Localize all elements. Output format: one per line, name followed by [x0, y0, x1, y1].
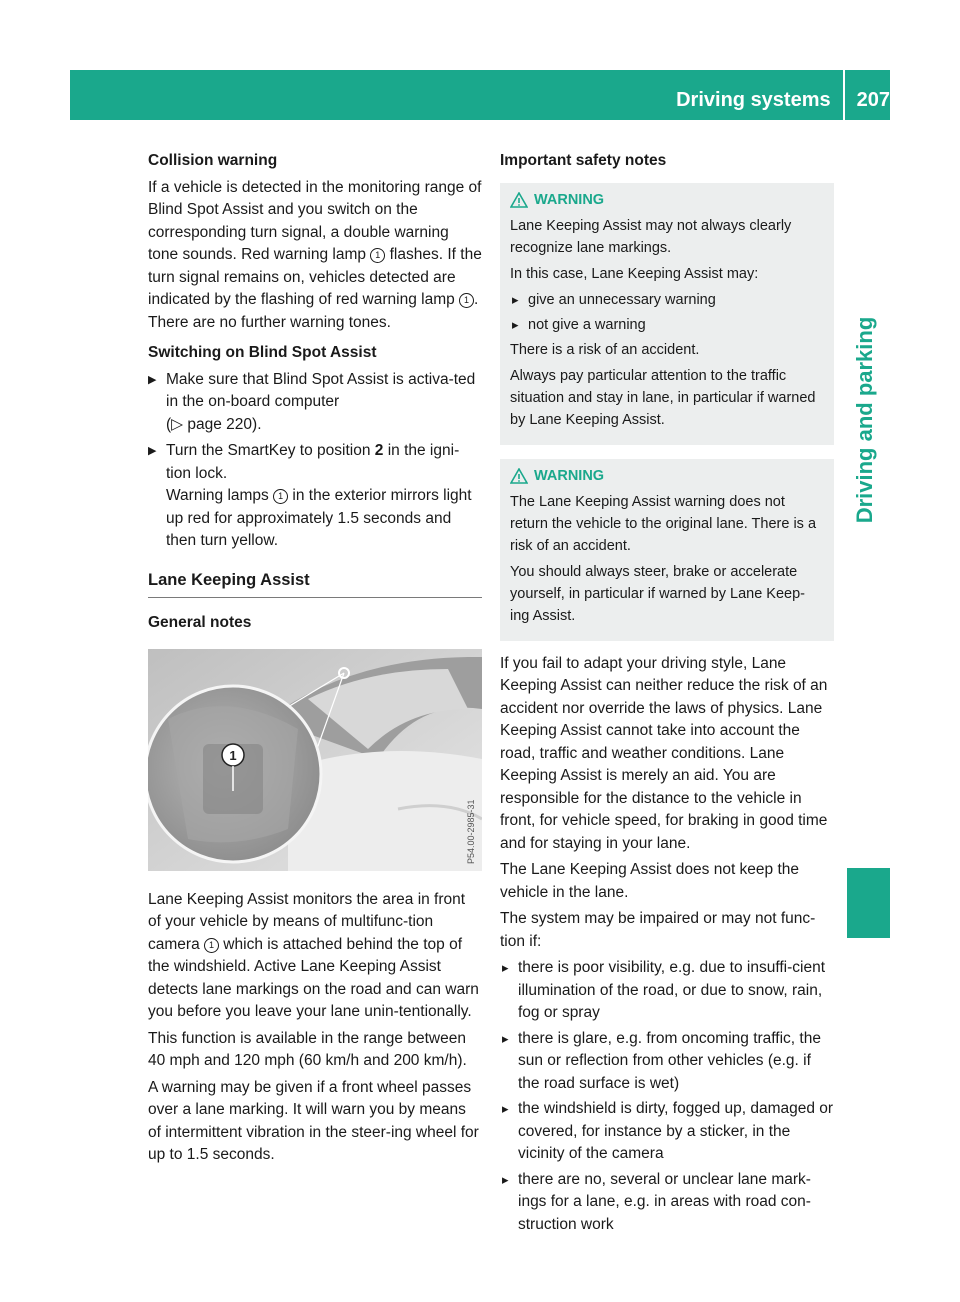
- lka-speed-range: This function is available in the range between 40 mph and 120 mph (60 km/h and 200 km/h).: [148, 1029, 467, 1069]
- text-span: in the exterior mirrors light up red for approximately 1.5 seconds and then turn yellow.: [166, 487, 472, 549]
- condition-item: ▸ there is poor visibility, e.g. due to insuffi-cient illumination of the road, or due to snow, rain, fog or spray: [500, 957, 834, 1025]
- condition-item: ▸ there is glare, e.g. from oncoming traffic, the sun or reflection from other vehicles (e.g. if the road surface is wet): [500, 1028, 834, 1096]
- step-1: [148, 369, 482, 437]
- warning-box-2: [500, 459, 834, 641]
- step-1-text: Make sure that Blind Spot Assist is activa-ted in the on-board computer: [166, 370, 476, 410]
- right-column: [500, 150, 834, 1239]
- callout-1-icon: 1: [459, 293, 474, 308]
- spacer: [148, 598, 482, 612]
- text-span: If a vehicle is detected in the monitoring range of Blind Spot Assist and you switch on the corresponding turn signal, a double warning tone sounds. Red warning lamp: [148, 178, 482, 263]
- image-marker-1: 1: [229, 747, 237, 763]
- general-notes-heading: General notes: [148, 614, 252, 631]
- lane-keeping-assist-heading: Lane Keeping Assist: [148, 569, 482, 599]
- lka-warning-description: A warning may be given if a front wheel passes over a lane marking. It will warn you by means of intermittent vibration in the steer-ing wheel for up to 1.5 seconds.: [148, 1078, 479, 1163]
- image-code: P54.00-2985-31: [466, 798, 476, 864]
- warning-bullet: ▸ not give a warning: [510, 314, 824, 336]
- lka-description: [148, 889, 482, 1024]
- warning-triangle-icon: [510, 192, 528, 208]
- warning-label: WARNING: [534, 467, 605, 484]
- switching-on-heading: Switching on Blind Spot Assist: [148, 344, 377, 361]
- warning-bullet: ▸ give an unnecessary warning: [510, 289, 824, 311]
- text-span: Warning lamps: [166, 487, 274, 504]
- warning-text: Always pay particular attention to the traffic situation and stay in lane, in particular if warned by Lane Keeping Assist.: [510, 367, 816, 428]
- warning-triangle-icon: [510, 468, 528, 484]
- text-span: in the igni-tion lock.: [166, 442, 460, 482]
- warning-text: In this case, Lane Keeping Assist may:: [510, 265, 759, 282]
- section-title: Driving systems: [676, 88, 831, 111]
- header-divider: [843, 70, 845, 120]
- warning-box-1: [500, 183, 834, 445]
- text-span: Lane Keeping Assist monitors the area in front of your vehicle by means of multifunc-tion camera: [148, 890, 466, 953]
- text-span: Turn the SmartKey to position: [166, 442, 375, 459]
- warning-text: Lane Keeping Assist may not always clearly recognize lane markings.: [510, 217, 792, 256]
- position-number: 2: [374, 442, 384, 459]
- header-title: [676, 80, 890, 120]
- page-number: 207: [856, 88, 890, 111]
- warning-text: There is a risk of an accident.: [510, 341, 700, 358]
- warning-header: [510, 465, 824, 487]
- lka-does-not-keep-lane: The Lane Keeping Assist does not keep the vehicle in the lane.: [500, 861, 800, 901]
- callout-1-icon: 1: [204, 938, 219, 953]
- important-safety-notes-heading: Important safety notes: [500, 152, 667, 169]
- left-column: [148, 150, 482, 1171]
- warning-label: WARNING: [534, 191, 605, 208]
- callout-1-icon: 1: [273, 489, 288, 504]
- condition-item: ▸ the windshield is dirty, fogged up, damaged or covered, for instance by a sticker, in the vicinity of the camera: [500, 1098, 834, 1166]
- warning-header: [510, 189, 824, 211]
- lka-impairment-intro: The system may be impaired or may not func-tion if:: [500, 910, 816, 950]
- windshield-camera-illustration: [148, 649, 482, 871]
- condition-item: ▸ there are no, several or unclear lane mark-ings for a lane, e.g. in areas with road con-struction work: [500, 1169, 834, 1237]
- collision-warning-heading: Collision warning: [148, 152, 278, 169]
- collision-warning-text: [148, 177, 482, 335]
- lka-limitations: If you fail to adapt your driving style, Lane Keeping Assist can neither reduce the risk of an accident nor override the laws of physics. Lane Keeping Assist cannot take into account the road, traffic and weather conditions. Lane Keeping Assist is merely an aid. You are responsible for the distance to the vehicle in front, for vehicle speed, for braking in good time and for staying in your lane.: [500, 654, 828, 852]
- warning-text: You should always steer, brake or accelerate yourself, in particular if warned by Lane Keep-ing Assist.: [510, 563, 805, 624]
- side-tab-marker: [847, 868, 890, 938]
- page-reference: (▷ page 220).: [166, 415, 262, 433]
- text-span: . There are no further warning tones.: [148, 291, 479, 331]
- text-span: which is attached behind the top of the windshield. Active Lane Keeping Assist detects lane markings on the road and can warn you before you leave your lane unin-tentionally.: [148, 935, 479, 1020]
- side-tab-label: Driving and parking: [852, 316, 877, 524]
- text-span: flashes. If the turn signal remains on, vehicles detected are indicated by the flashing of red warning lamp: [148, 246, 482, 308]
- side-tab: [845, 150, 885, 690]
- step-2: [148, 440, 482, 553]
- callout-1-icon: 1: [370, 248, 385, 263]
- warning-text: The Lane Keeping Assist warning does not return the vehicle to the original lane. There is a risk of an accident.: [510, 493, 817, 554]
